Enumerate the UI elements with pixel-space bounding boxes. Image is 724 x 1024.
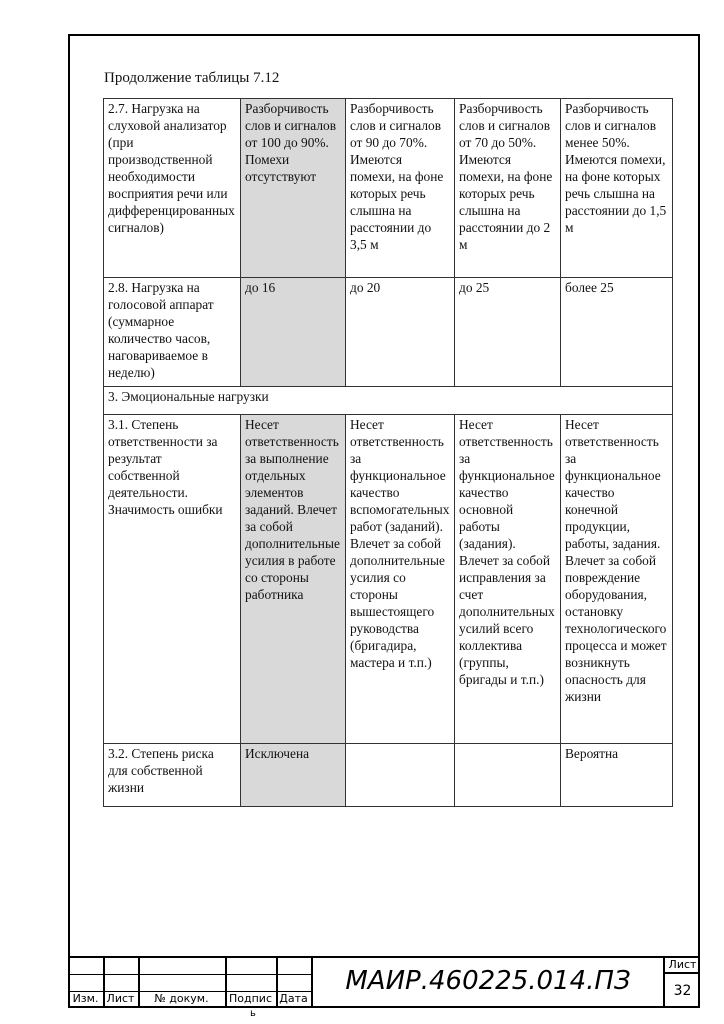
requirements-table bbox=[103, 98, 673, 807]
stamp-label-signature: Подпис bbox=[229, 992, 272, 1005]
table-row bbox=[104, 415, 673, 744]
table-cell-highlighted: Разборчивость слов и сигналов от 100 до 90%. Помехи отсутствуют bbox=[241, 99, 346, 278]
table-row bbox=[104, 99, 673, 278]
table-cell: до 20 bbox=[346, 278, 455, 387]
sheet-number: 32 bbox=[673, 983, 692, 999]
table-cell: 2.7. Нагрузка на слуховой анализатор (при производственной необходимости восприятия речи или дифференцированных сигналов) bbox=[104, 99, 241, 278]
table-cell: Несет ответственность за функциональное качество конечной продукции, работы, задания. Влечет за собой повреждение оборудования, остановку технологического процесса и может возникнуть опасность для жизни bbox=[561, 415, 673, 744]
table-cell-highlighted: Несет ответственность за выполнение отдельных элементов заданий. Влечет за собой дополнительные усилия в работе со стороны работника bbox=[241, 415, 346, 744]
table-cell: Несет ответственность за функциональное качество вспомогательных работ (заданий). Влечет за собой дополнительные усилия со стороны вышестоящего руководства (бригадира, мастера и т.п.) bbox=[346, 415, 455, 744]
table-cell bbox=[455, 744, 561, 807]
sheet-label: Лист bbox=[665, 956, 700, 974]
table-cell: Разборчивость слов и сигналов менее 50%. Имеются помехи, на фоне которых речь слышна на расстоянии до 1,5 м bbox=[561, 99, 673, 278]
section-heading: 3. Эмоциональные нагрузки bbox=[104, 387, 673, 415]
table-cell: 3.2. Степень риска для собственной жизни bbox=[104, 744, 241, 807]
table-cell bbox=[346, 744, 455, 807]
table-cell: до 25 bbox=[455, 278, 561, 387]
signature-label-overflow: ь bbox=[250, 1008, 256, 1019]
stamp-label-doc-number: № докум. bbox=[154, 992, 209, 1005]
table-cell: 3.1. Степень ответственности за результат собственной деятельности. Значимость ошибки bbox=[104, 415, 241, 744]
table-cell: Несет ответственность за функциональное качество основной работы (задания). Влечет за собой исправления за счет дополнительных усилий всего коллектива (группы, бригады и т.п.) bbox=[455, 415, 561, 744]
table-cell-highlighted: Исключена bbox=[241, 744, 346, 807]
stamp-label-izm: Изм. bbox=[72, 992, 99, 1005]
table-cell: более 25 bbox=[561, 278, 673, 387]
stamp-label-date: Дата bbox=[279, 992, 308, 1005]
table-row bbox=[104, 278, 673, 387]
table-cell: Вероятна bbox=[561, 744, 673, 807]
table-cell-highlighted: до 16 bbox=[241, 278, 346, 387]
table-caption: Продолжение таблицы 7.12 bbox=[104, 70, 280, 86]
table-row bbox=[104, 744, 673, 807]
table-cell: Разборчивость слов и сигналов от 70 до 50%. Имеются помехи, на фоне которых речь слышна на расстоянии до 2 м bbox=[455, 99, 561, 278]
table-cell: Разборчивость слов и сигналов от 90 до 70%. Имеются помехи, на фоне которых речь слышна на расстоянии до 3,5 м bbox=[346, 99, 455, 278]
document-code: МАИР.460225.014.ПЗ bbox=[311, 956, 665, 1008]
section-row bbox=[104, 387, 673, 415]
table-cell: 2.8. Нагрузка на голосовой аппарат (суммарное количество часов, наговариваемое в неделю) bbox=[104, 278, 241, 387]
stamp-label-list: Лист bbox=[106, 992, 135, 1005]
title-block bbox=[68, 956, 700, 1008]
